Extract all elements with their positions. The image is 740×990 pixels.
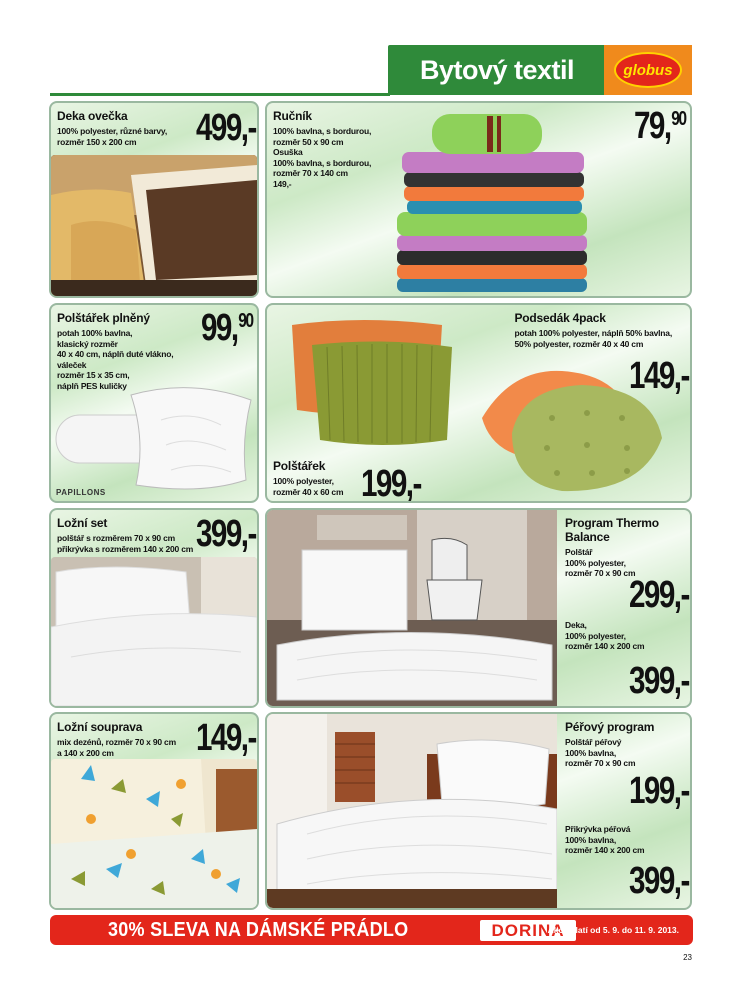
product-price: 199,-	[361, 463, 421, 503]
brand-logo: PAPILLONS	[56, 488, 106, 497]
bedding-set-photo	[51, 557, 257, 706]
floral-bedding-photo	[51, 759, 257, 908]
product-perovy-program	[265, 712, 692, 910]
product-desc: 100% polyester, různé barvy, rozměr 150 x 200 cm	[57, 126, 167, 147]
product-desc: polštář s rozměrem 70 x 90 cm přikrývka s rozměrem 140 x 200 cm	[57, 533, 194, 554]
header-rule	[50, 93, 390, 96]
product-price: 199,-	[629, 770, 689, 812]
page-number: 23	[683, 953, 692, 962]
logo-area	[604, 45, 692, 95]
product-lozni-set	[49, 508, 259, 708]
product-title: Deka ovečka	[57, 109, 128, 123]
product-price: 399,-	[629, 660, 689, 702]
product-polstarek-plneny	[49, 303, 259, 503]
product-title: Ručník	[273, 109, 312, 123]
seat-pads-photo	[472, 363, 672, 498]
promo-bar	[50, 915, 693, 945]
dorina-logo: DORINA	[480, 920, 576, 941]
promo-text: 30% SLEVA NA DÁMSKÉ PRÁDLO	[108, 918, 409, 941]
product-desc: Polštář péřový 100% bavlna, rozměr 70 x 90 cm	[565, 737, 636, 768]
section-title: Bytový textil	[388, 45, 606, 95]
towels-photo	[392, 108, 592, 294]
product-title: Podsedák 4pack	[514, 311, 606, 325]
product-price: 149,-	[629, 355, 689, 397]
blanket-photo	[51, 155, 257, 296]
thermo-bed-photo	[267, 510, 557, 706]
product-price: 149,-	[196, 717, 256, 759]
product-podsedak-polstarek	[265, 303, 692, 503]
product-price: 79,90	[634, 105, 686, 147]
product-desc: 100% polyester, rozměr 40 x 60 cm	[273, 476, 344, 497]
product-desc: potah 100% polyester, náplň 50% bavlna, 50% polyester, rozměr 40 x 40 cm	[514, 328, 672, 349]
product-desc: Deka, 100% polyester, rozměr 140 x 200 cm	[565, 620, 645, 651]
product-rucnik	[265, 101, 692, 298]
product-price: 399,-	[629, 860, 689, 902]
product-price: 299,-	[629, 574, 689, 616]
product-title: Polštářek	[273, 459, 326, 473]
product-thermo-balance	[265, 508, 692, 708]
product-desc: potah 100% bavlna, klasický rozměr 40 x 40 cm, náplň duté vlákno, váleček rozměr 15 x 35 cm, náplň PES kuličky	[57, 328, 174, 391]
product-price: 499,-	[196, 107, 256, 149]
product-lozni-souprava	[49, 712, 259, 910]
product-desc: Přikrývka péřová 100% bavlna, rozměr 140 x 200 cm	[565, 824, 645, 855]
globus-logo: globus	[614, 52, 682, 88]
white-pillows-photo	[51, 380, 257, 500]
feather-bed-photo	[267, 714, 557, 908]
product-deka-ovecka	[49, 101, 259, 298]
product-desc: mix dezénů, rozměr 70 x 90 cm a 140 x 200 cm	[57, 737, 176, 758]
validity-note: Akce platí od 5. 9. do 11. 9. 2013.	[547, 925, 679, 935]
product-title: Péřový program	[565, 720, 655, 734]
product-price: 99,90	[201, 307, 253, 349]
product-desc: 100% bavlna, s bordurou, rozměr 50 x 90 cm Osuška 100% bavlna, s bordurou, rozměr 70 x 140 cm 149,-	[273, 126, 372, 189]
cushions-photo	[282, 315, 462, 455]
product-title: Polštářek plněný	[57, 311, 150, 325]
product-title: Ložní set	[57, 516, 108, 530]
product-title: Ložní souprava	[57, 720, 143, 734]
product-price: 399,-	[196, 513, 256, 555]
product-desc: Polštář 100% polyester, rozměr 70 x 90 cm	[565, 547, 636, 578]
product-title: Program Thermo Balance	[565, 516, 659, 544]
